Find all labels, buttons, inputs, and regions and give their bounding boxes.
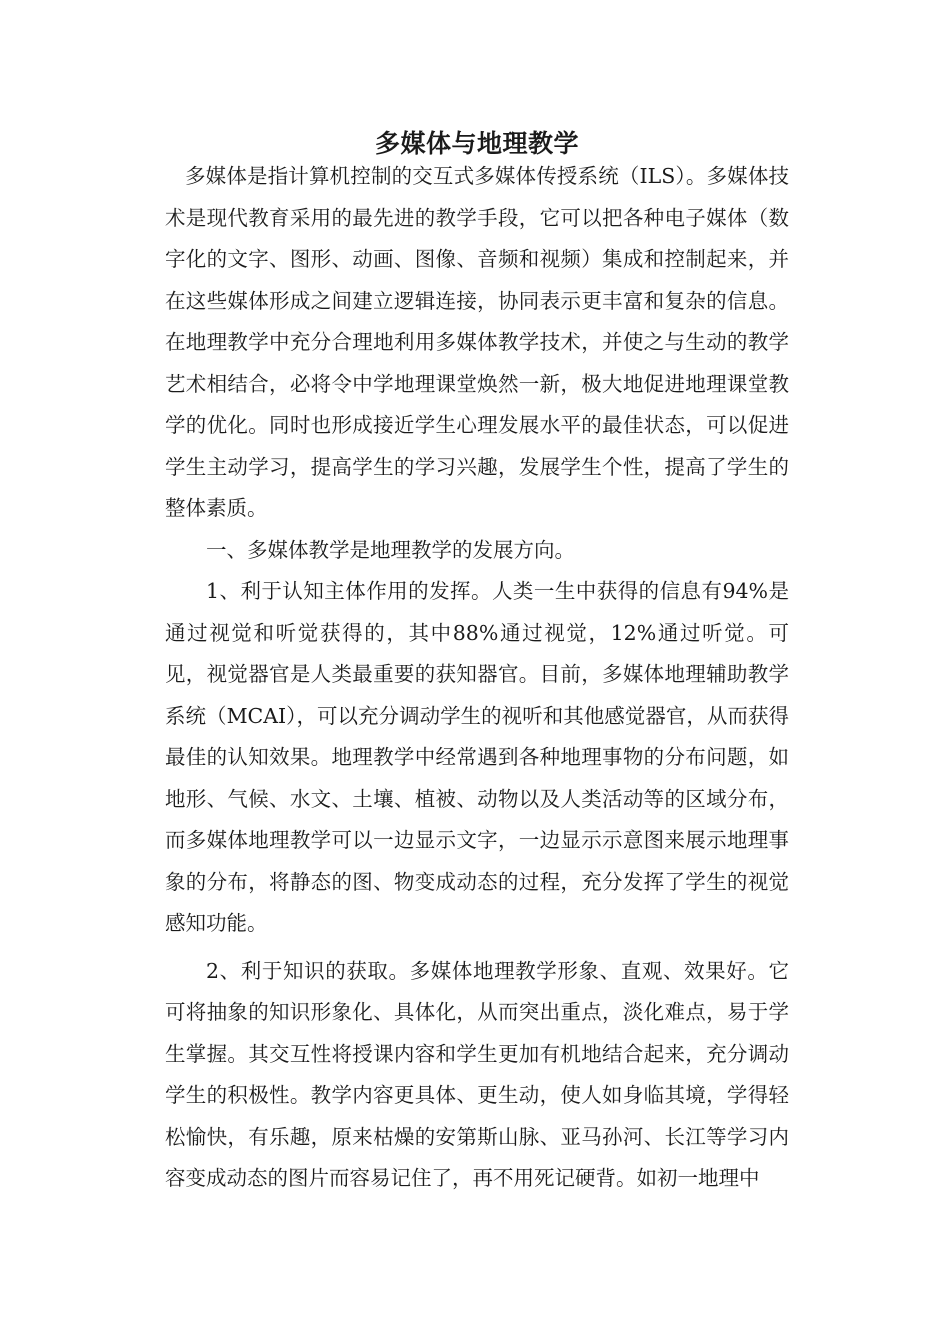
document-title: 多媒体与地理教学	[374, 129, 579, 158]
paragraph-point-1: 1、利于认知主体作用的发挥。人类一生中获得的信息有94%是通过视觉和听觉获得的，其中88%通过视觉，12%通过听觉。可见，视觉器官是人类最重要的获知器官。目前，多媒体地理辅助教学系统（MCAI），可以充分调动学生的视听和其他感觉器官，从而获得最佳的认知效果。地理教学中经常遇到各种地理事物的分布问题，如地形、气候、水文、土壤、植被、动物以及人类活动等的区域分布，而多媒体地理教学可以一边显示文字，一边显示示意图来展示地理事象的分布，将静态的图、物变成动态的过程，充分发挥了学生的视觉感知功能。	[165, 579, 789, 935]
paragraph-point-2: 2、利于知识的获取。多媒体地理教学形象、直观、效果好。它可将抽象的知识形象化、具体化，从而突出重点，淡化难点，易于学生掌握。其交互性将授课内容和学生更加有机地结合起来，充分调动学生的积极性。教学内容更具体、更生动，使人如身临其境，学得轻松愉快，有乐趣，原来枯燥的安第斯山脉、亚马孙河、长江等学习内容变成动态的图片而容易记住了，再不用死记硬背。如初一地理中	[165, 958, 789, 1190]
document-body	[165, 122, 789, 1200]
paragraph-intro: 多媒体是指计算机控制的交互式多媒体传授系统（ILS）。多媒体技术是现代教育采用的最先进的教学手段，它可以把各种电子媒体（数字化的文字、图形、动画、图像、音频和视频）集成和控制起来，并在这些媒体形成之间建立逻辑连接，协同表示更丰富和复杂的信息。在地理教学中充分合理地利用多媒体教学技术，并使之与生动的教学艺术相结合，必将令中学地理课堂焕然一新，极大地促进地理课堂教学的优化。同时也形成接近学生心理发展水平的最佳状态，可以促进学生主动学习，提高学生的学习兴趣，发展学生个性，提高了学生的整体素质。	[165, 164, 789, 520]
paragraph-section-heading: 一、多媒体教学是地理教学的发展方向。	[206, 537, 575, 562]
